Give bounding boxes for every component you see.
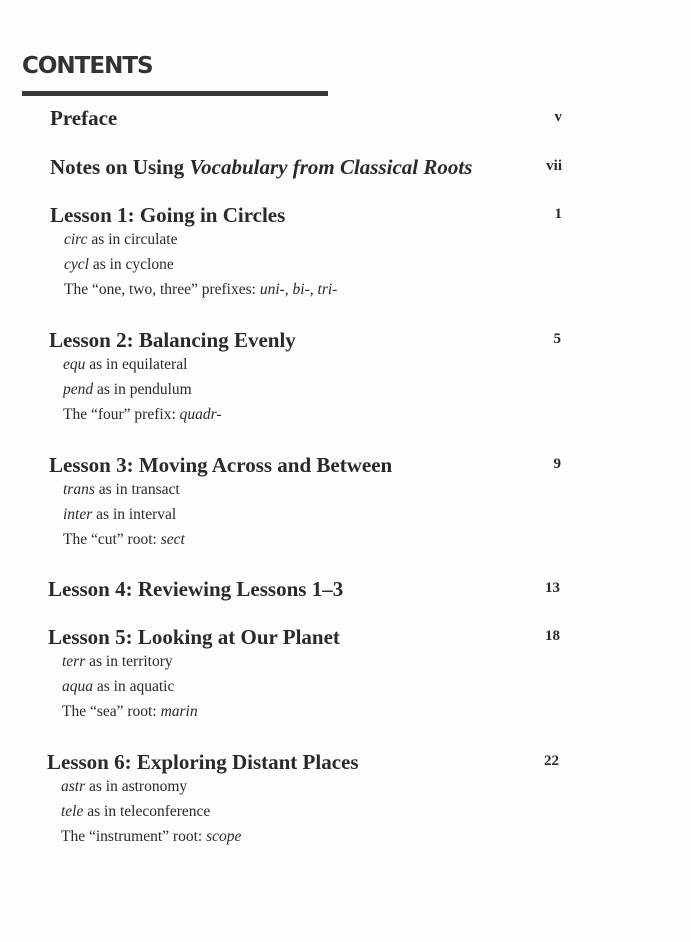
subtopic	[48, 699, 568, 724]
subtopic-prefix: The “four” prefix:	[63, 406, 180, 423]
entry-title-text: Lesson 6: Exploring Distant Places	[47, 750, 359, 774]
subtopic-root: marin	[160, 703, 198, 720]
subtopic-text: as in interval	[92, 506, 177, 523]
subtopic	[47, 799, 567, 824]
subtopic-prefix: The “one, two, three” prefixes:	[64, 281, 260, 298]
page-number: 18	[545, 628, 560, 644]
subtopic-root: quadr-	[179, 406, 222, 423]
entry-title	[47, 750, 567, 774]
subtopic-text: as in pendulum	[93, 381, 192, 398]
subtopic	[50, 252, 570, 277]
subtopic	[48, 649, 568, 674]
entry-title	[48, 577, 568, 601]
subtopic-prefix: The “sea” root:	[62, 703, 161, 720]
entry-title-text: Lesson 4: Reviewing Lessons 1–3	[48, 577, 344, 601]
page-number: 22	[544, 753, 559, 769]
subtopic	[48, 674, 568, 699]
subtopic-prefix: The “instrument” root:	[61, 828, 207, 845]
subtopic	[49, 402, 569, 427]
subtopic	[49, 527, 569, 552]
entry-title	[50, 106, 570, 130]
subtopic	[49, 352, 569, 377]
subtopic-root: aqua	[62, 678, 93, 695]
entry-title-text: Lesson 3: Moving Across and Between	[49, 453, 393, 477]
toc-entry	[49, 453, 569, 552]
subtopic-root: equ	[63, 356, 86, 373]
entry-title	[49, 453, 569, 477]
entry-title	[50, 203, 570, 227]
page-number: 1	[554, 206, 562, 222]
entry-title-text: Preface	[50, 106, 118, 130]
entry-title	[50, 155, 570, 179]
entry-title	[48, 625, 568, 649]
subtopic-root: uni-, bi-, tri-	[259, 281, 338, 298]
page-number: 9	[553, 456, 561, 472]
entry-title-text: Lesson 2: Balancing Evenly	[49, 328, 296, 352]
page-heading: CONTENTS	[22, 53, 153, 79]
subtopic-text: as in transact	[94, 481, 180, 498]
toc-entry	[49, 328, 569, 427]
page-number: 5	[553, 331, 561, 347]
toc-entry	[48, 625, 568, 724]
subtopic-text: as in circulate	[87, 231, 178, 248]
toc-entry	[50, 203, 570, 302]
page-number: v	[554, 109, 562, 125]
subtopic-prefix: The “cut” root:	[63, 531, 161, 548]
entry-title-italic: Vocabulary from Classical Roots	[189, 155, 473, 179]
subtopic-root: cycl	[64, 256, 89, 273]
heading-rule	[22, 91, 328, 96]
subtopic-root: trans	[63, 481, 95, 498]
subtopic-text: as in cyclone	[88, 256, 174, 273]
subtopic-root: astr	[61, 778, 86, 795]
subtopic	[50, 277, 570, 302]
subtopic-root: tele	[61, 803, 84, 820]
subtopic-root: inter	[63, 506, 93, 523]
page-number: vii	[546, 158, 562, 174]
entry-title-text: Lesson 1: Going in Circles	[50, 203, 286, 227]
subtopic-root: scope	[206, 828, 242, 845]
subtopic-text: as in teleconference	[83, 803, 211, 820]
toc-entry	[50, 155, 570, 179]
subtopic	[47, 774, 567, 799]
subtopic-text: as in astronomy	[85, 778, 188, 795]
entry-title-text: Lesson 5: Looking at Our Planet	[48, 625, 340, 649]
subtopic-text: as in equilateral	[85, 356, 188, 373]
subtopic	[50, 227, 570, 252]
subtopic	[49, 502, 569, 527]
subtopic	[47, 824, 567, 849]
subtopic-text: as in territory	[85, 653, 173, 670]
subtopic-root: circ	[64, 231, 88, 248]
subtopic-root: terr	[62, 653, 86, 670]
subtopic	[49, 377, 569, 402]
subtopic-root: pend	[63, 381, 94, 398]
toc-entry	[50, 106, 570, 130]
page-number: 13	[545, 580, 560, 596]
entry-title-text: Notes on Using	[50, 155, 190, 179]
subtopic-text: as in aquatic	[93, 678, 175, 695]
subtopic-root: sect	[160, 531, 185, 548]
toc-entry	[48, 577, 568, 601]
entry-title	[49, 328, 569, 352]
toc-entry	[47, 750, 567, 849]
subtopic	[49, 477, 569, 502]
